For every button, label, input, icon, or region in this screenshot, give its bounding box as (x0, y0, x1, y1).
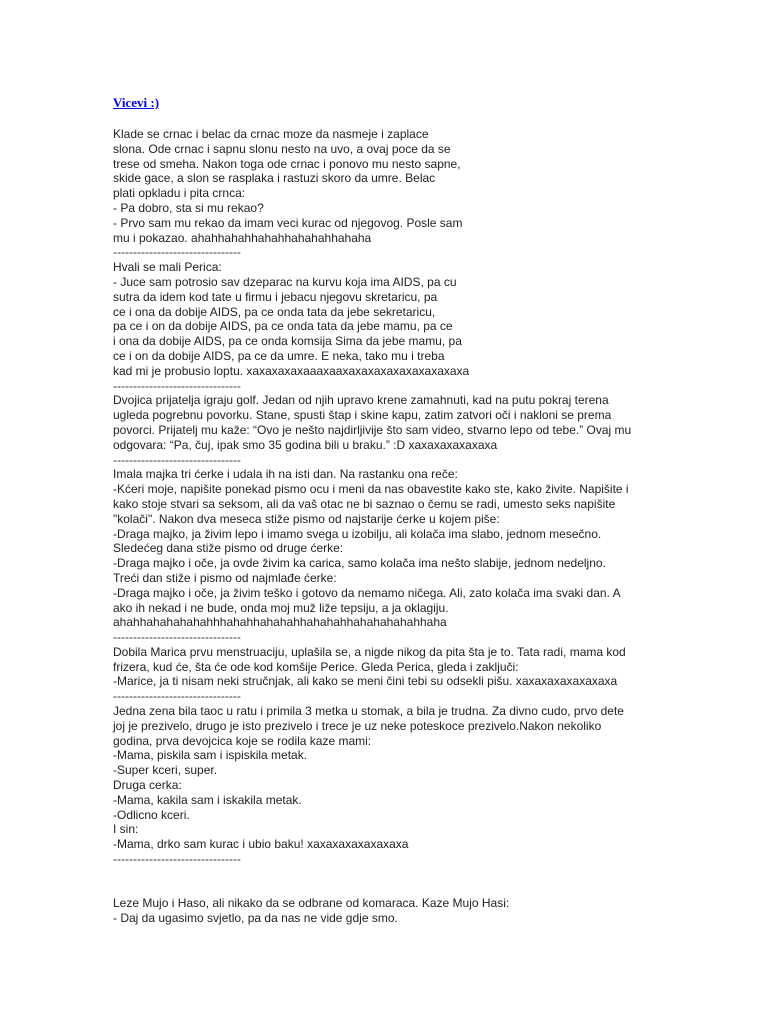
joke-block-6 (113, 704, 658, 867)
text-line: Treći dan stiže i pismo od najmlađe ćerke: (113, 570, 337, 585)
text-line: ugleda pogrebnu povorku. Stane, spusti štap i skine kapu, zatim zatvori oči i nakloni se prema (113, 408, 612, 423)
text-line: -Mama, kakila sam i iskakila metak. (113, 792, 302, 807)
text-line: kad mi je probusio loptu. xaxaxaxaxaaaxaaxaxaxaxaxaxaxaxaxaxa (113, 363, 470, 378)
text-line: ce i ona da dobije AIDS, pa ce onda tata da jebe sekretaricu, (113, 304, 436, 319)
text-line: I sin: (113, 822, 139, 837)
joke-block-3 (113, 393, 658, 467)
text-line: ahahhahahahahahhhahahhahahahhahahahhahahahahahhaha (113, 615, 447, 630)
text-line: Druga cerka: (113, 778, 182, 793)
separator-line: -------------------------------- (113, 378, 241, 393)
spacer (113, 867, 658, 896)
text-line: i ona da dobije AIDS, pa ce onda komsija Sima da jebe mamu, pa (113, 334, 462, 349)
joke-block-7 (113, 896, 658, 926)
text-line: -Odlicno kceri. (113, 807, 190, 822)
text-line: - Prvo sam mu rekao da imam veci kurac od njegovog. Posle sam (113, 215, 463, 230)
separator-line: -------------------------------- (113, 852, 241, 867)
text-line: -Draga majko i oče, ja ovde živim ka carica, samo kolača ima nešto slabije, jednom nedeljno. (113, 556, 606, 571)
text-line: Hvali se mali Perica: (113, 260, 222, 275)
separator-line: -------------------------------- (113, 630, 241, 645)
text-line: kako stoje stvari sa seksom, ali da vaš otac ne bi saznao o čemu se radi, umesto seks napišite (113, 496, 616, 511)
text-line: plati opkladu i pita crnca: (113, 186, 246, 201)
joke-block-1 (113, 127, 483, 260)
page-title-link[interactable]: Vicevi :) (113, 95, 160, 110)
separator-line: -------------------------------- (113, 689, 241, 704)
text-line: "kolači". Nakon dva meseca stiže pismo od najstarije ćerke u kojem piše: (113, 511, 500, 526)
text-line: -Mama, drko sam kurac i ubio baku! xaxaxaxaxaxaxaxa (113, 837, 409, 852)
joke-block-2 (113, 260, 483, 393)
joke-block-4 (113, 467, 658, 645)
joke-block-5 (113, 645, 658, 704)
text-line: joj je prezivelo, drugo je isto prezivelo i trece je uz neke poteskoce prezivelo.Nakon nekoliko (113, 718, 602, 733)
text-line: pa ce i on da dobije AIDS, pa ce onda tata da jebe mamu, pa ce (113, 319, 453, 334)
text-line: -Kćeri moje, napišite ponekad pismo ocu i meni da nas obavestite kako ste, kako živite. Napišite i (113, 482, 629, 497)
text-line: - Daj da ugasimo svjetlo, pa da nas ne vide gdje smo. (113, 910, 398, 925)
text-line: Klade se crnac i belac da crnac moze da nasmeje i zaplace (113, 127, 429, 141)
text-line: mu i pokazao. ahahhahahhahahhahahahhahaha (113, 230, 372, 245)
text-line: povorci. Prijatelj mu kaže: “Ovo je nešto najdirljivije što sam video, stvarno lepo od tebe.” Ovaj mu (113, 422, 632, 437)
text-line: skide gace, a slon se rasplaka i rastuzi skoro da umre. Belac (113, 171, 436, 186)
text-line: godina, prva devojcica koje se rodila kaze mami: (113, 733, 372, 748)
text-line: - Juce sam potrosio sav dzeparac na kurvu koja ima AIDS, pa cu (113, 274, 457, 289)
text-line: trese od smeha. Nakon toga ode crnac i ponovo mu nesto sapne, (113, 156, 461, 171)
text-line: -Marice, ja ti nisam neki stručnjak, ali kako se meni čini tebi su odsekli pišu. xaxaxaxaxaxaxaxa (113, 674, 618, 689)
text-line: frizera, kud će, šta će ode kod komšije Perice. Gleda Perica, gleda i zaključi: (113, 659, 519, 674)
text-line: Sledećeg dana stiže pismo od druge ćerke: (113, 541, 344, 556)
text-line: slona. Ode crnac i sapnu slonu nesto na uvo, a ovaj poce da se (113, 141, 451, 156)
text-line: -Draga majko i oče, ja živim teško i gotovo da nemamo ničega. Ali, zato kolača ima svaki dan. A (113, 585, 621, 600)
text-line: -Super kceri, super. (113, 763, 218, 778)
text-line: Imala majka tri ćerke i udala ih na isti dan. Na rastanku ona reče: (113, 467, 458, 482)
text-line: -Mama, piskila sam i ispiskila metak. (113, 748, 308, 763)
text-line: Jedna zena bila taoc u ratu i primila 3 metka u stomak, a bila je trudna. Za divno cudo, prvo dete (113, 704, 624, 719)
separator-line: -------------------------------- (113, 245, 241, 260)
document-body (113, 94, 658, 925)
text-line: odgovara: “Pa, čuj, ipak smo 35 godina bili u braku.” :D xaxaxaxaxaxaxa (113, 437, 498, 452)
text-line: Dvojica prijatelja igraju golf. Jedan od njih upravo krene zamahnuti, kad na putu pokraj terena (113, 393, 609, 408)
text-line: ce i on da dobije AIDS, pa ce da umre. E neka, tako mu i treba (113, 348, 445, 363)
text-line: Dobila Marica prvu menstruaciju, uplašila se, a nigde nikog da pita šta je to. Tata radi, mama kod (113, 644, 626, 659)
text-line: -Draga majko, ja živim lepo i imamo svega u izobilju, ali kolača ima slabo, jednom mesečno. (113, 526, 602, 541)
text-line: sutra da idem kod tate u firmu i jebacu njegovu skretaricu, pa (113, 289, 438, 304)
separator-line: -------------------------------- (113, 452, 241, 467)
text-line: - Pa dobro, sta si mu rekao? (113, 200, 264, 215)
text-line: ako ih nekad i ne bude, onda moj muž liže tepsiju, a ja oklagiju. (113, 600, 449, 615)
text-line: Leze Mujo i Haso, ali nikako da se odbrane od komaraca. Kaze Mujo Hasi: (113, 895, 510, 910)
